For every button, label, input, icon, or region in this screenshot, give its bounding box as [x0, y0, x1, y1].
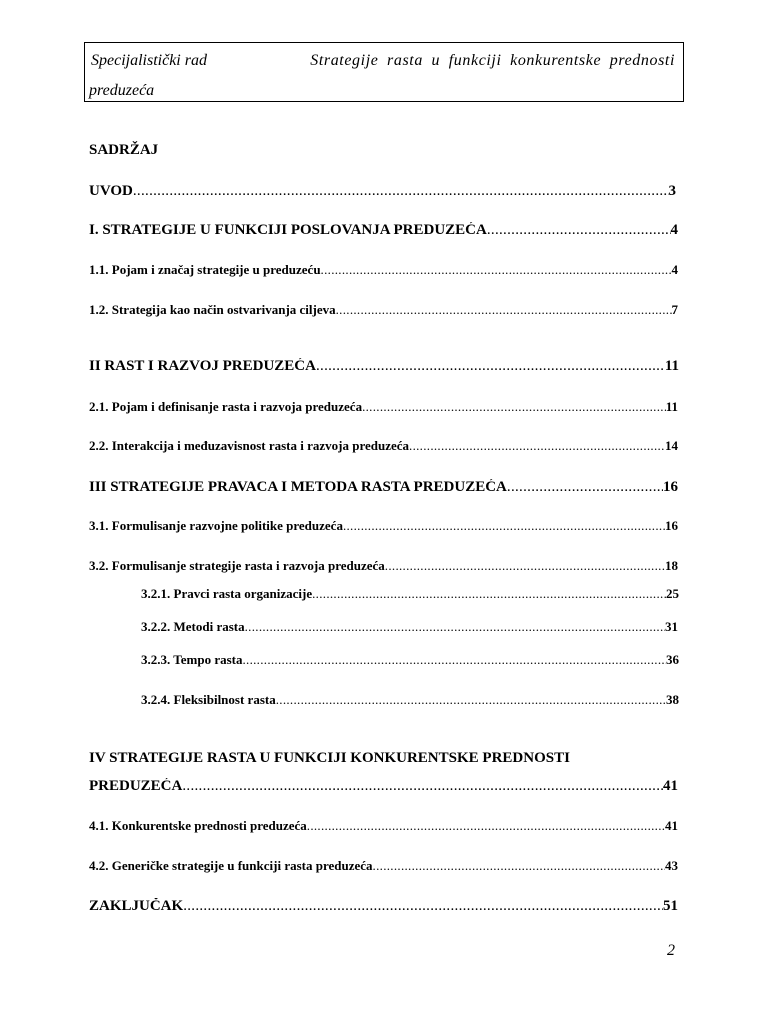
toc-heading: SADRŽAJ [89, 142, 159, 158]
toc-entry-3-2-1[interactable] [141, 586, 679, 602]
toc-entry-page: 16 [663, 479, 678, 495]
toc-leader-dots [182, 778, 663, 795]
toc-leader-dots [242, 652, 666, 668]
header-document-type: Specijalistički rad [91, 52, 207, 69]
toc-entry-3-2-2[interactable] [141, 619, 678, 635]
toc-entry-page: 31 [665, 619, 678, 634]
toc-entry-page: 16 [665, 518, 678, 533]
header-title-continuation: preduzeća [89, 82, 155, 99]
toc-entry-label: 4.2. Generičke strategije u funkciji rasta preduzeća [89, 858, 373, 873]
toc-entry-label: 3.2.2. Metodi rasta [141, 619, 245, 634]
toc-entry-2-2[interactable] [89, 438, 678, 454]
toc-entry-4-1[interactable] [89, 818, 678, 834]
toc-entry-chapter-3[interactable] [89, 479, 678, 496]
toc-entry-page: 11 [665, 399, 678, 414]
toc-leader-dots [183, 898, 663, 915]
toc-entry-label: 1.1. Pojam i značaj strategije u preduzeću [89, 262, 321, 277]
toc-entry-1-2[interactable] [89, 302, 678, 318]
toc-entry-3-2-4[interactable] [141, 692, 679, 708]
toc-entry-page: 43 [665, 858, 678, 873]
toc-leader-dots [409, 438, 665, 454]
toc-leader-dots [133, 183, 669, 200]
toc-entry-3-2[interactable] [89, 558, 678, 574]
toc-entry-page: 4 [671, 262, 678, 277]
toc-entry-page: 7 [671, 302, 678, 317]
toc-entry-label: 3.2.3. Tempo rasta [141, 652, 243, 667]
toc-entry-label: 2.1. Pojam i definisanje rasta i razvoja preduzeća [89, 399, 363, 414]
toc-entry-page: 3 [668, 183, 676, 199]
toc-entry-page: 41 [663, 778, 678, 794]
toc-entry-label-continuation: PREDUZEĆA [89, 778, 183, 794]
toc-leader-dots [312, 586, 666, 602]
toc-entry-uvod[interactable] [89, 183, 676, 200]
toc-entry-page: 25 [666, 586, 679, 601]
toc-entry-label: 3.2. Formulisanje strategije rasta i razvoja preduzeća [89, 558, 385, 573]
toc-entry-label: II RAST I RAZVOJ PREDUZEĆA [89, 358, 316, 374]
toc-leader-dots [336, 302, 672, 318]
toc-entry-page: 14 [665, 438, 678, 453]
toc-leader-dots [362, 399, 666, 415]
toc-entry-page: 36 [666, 652, 679, 667]
toc-leader-dots [507, 479, 663, 496]
toc-entry-3-1[interactable] [89, 518, 678, 534]
toc-entry-page: 51 [663, 898, 678, 914]
toc-entry-label: 3.1. Formulisanje razvojne politike preduzeća [89, 518, 343, 533]
toc-entry-3-2-3[interactable] [141, 652, 679, 668]
toc-entry-page: 4 [670, 222, 678, 238]
toc-entry-label: 1.2. Strategija kao način ostvarivanja ciljeva [89, 302, 336, 317]
toc-entry-label: UVOD [89, 183, 133, 199]
toc-entry-label: I. STRATEGIJE U FUNKCIJI POSLOVANJA PREDUZEĆA [89, 222, 487, 238]
toc-entry-label: III STRATEGIJE PRAVACA I METODA RASTA PREDUZEĆA [89, 479, 507, 495]
toc-entry-page: 11 [664, 358, 679, 374]
toc-entry-2-1[interactable] [89, 399, 678, 415]
toc-entry-label: 4.1. Konkurentske prednosti preduzeća [89, 818, 307, 833]
toc-leader-dots [307, 818, 665, 834]
toc-entry-chapter-2[interactable] [89, 358, 679, 375]
toc-leader-dots [373, 858, 665, 874]
header-document-title: Strategije rasta u funkciji konkurentske prednosti [310, 52, 675, 69]
toc-entry-label: 3.2.4. Fleksibilnost rasta [141, 692, 276, 707]
toc-entry-label: ZAKLJUČAK [89, 898, 184, 914]
page-number: 2 [667, 942, 675, 959]
toc-entry-label: 3.2.1. Pravci rasta organizacije [141, 586, 313, 601]
toc-leader-dots [245, 619, 665, 635]
toc-leader-dots [385, 558, 665, 574]
toc-leader-dots [316, 358, 665, 375]
toc-entry-1-1[interactable] [89, 262, 678, 278]
running-header [84, 42, 684, 102]
toc-entry-chapter-1[interactable] [89, 222, 678, 239]
toc-leader-dots [487, 222, 671, 239]
toc-entry-page: 38 [666, 692, 679, 707]
toc-leader-dots [276, 692, 666, 708]
toc-entry-label: 2.2. Interakcija i međuzavisnost rasta i razvoja preduzeća [89, 438, 410, 453]
toc-entry-page: 18 [665, 558, 678, 573]
toc-entry-chapter-4-label-line1[interactable]: IV STRATEGIJE RASTA U FUNKCIJI KONKURENTSKE PREDNOSTI [89, 750, 570, 766]
toc-entry-zakljucak[interactable] [89, 898, 678, 915]
toc-entry-page: 41 [665, 818, 678, 833]
toc-leader-dots [321, 262, 672, 278]
toc-leader-dots [343, 518, 665, 534]
toc-entry-4-2[interactable] [89, 858, 678, 874]
toc-entry-chapter-4[interactable] [89, 778, 678, 795]
